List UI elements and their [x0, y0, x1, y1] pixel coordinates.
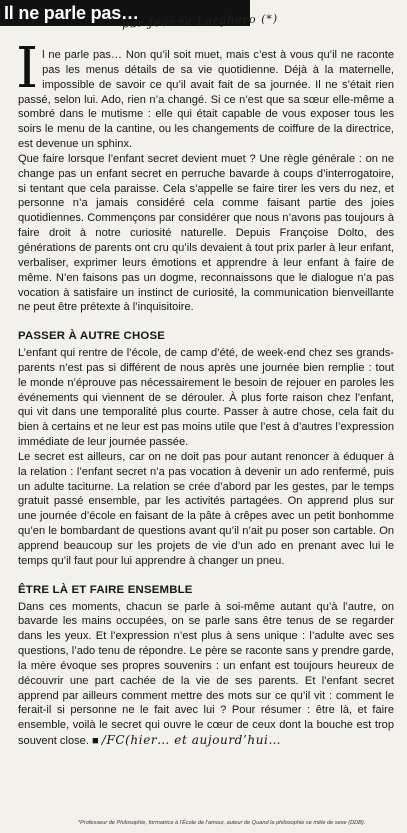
paragraph-2: Que faire lorsque l’enfant secret devient muet ? Une règle générale : on ne change pas un enfant secret en perruche bavarde à coups d’interrogatoire, si tentant que cela paraisse. Cela s’appelle se faire tirer les vers du nez, et personne n’a jamais considéré cela comme faisant partie des joies quotidiennes. Commençons par considérer que nous n’avons pas toujours à faire droit à notre curiosité naturelle. Depuis Françoise Dolto, des générations de parents ont cru qu’ils devaient à tout prix parler à leur enfant, verbaliser, exprimer leurs émotions et apprendre à leur enfant à faire de même. N’en faisons pas un dogme, reconnaissons que le dialogue n’a pas vocation à satisfaire un instinct de curiosité, la communication bienveillante ne peut être prétexte à l’inquisitoire.	[18, 152, 394, 314]
article-title: Il ne parle pas…	[4, 3, 139, 23]
handwritten-author: par Jeanne Larghero (*)	[121, 12, 279, 31]
drop-cap: I	[16, 36, 39, 101]
end-mark: ■	[88, 735, 102, 748]
handwritten-signature: /FC(hier… et aujourd’hui…	[101, 733, 282, 748]
article-body	[16, 36, 394, 749]
section-heading-2: ÊTRE LÀ ET FAIRE ENSEMBLE	[18, 583, 193, 596]
paragraph-1	[16, 36, 394, 152]
paragraph-1-text: l ne parle pas… Non qu’il soit muet, mais c’est à vous qu’il ne raconte pas les menus détails de sa vie quotidienne. Déjà à la maternelle, impossible de savoir ce qu’il avait fait de sa journée. Il ne s’était rien passé, selon lui. Ado, rien n’a changé. Si ce n’est que sa sœur elle-même a sombré dans le mutisme : elle qui était capable de vous exposer tous les soirs le menu de la cantine, ou les changements de coiffure de la directrice, est devenue un sphinx.	[18, 49, 394, 151]
paragraph-5-text: Dans ces moments, chacun se parle à soi-même autant qu’à l’autre, on bavarde les mains occupées, on se parle sans être tenus de se regarder dans les yeux. Et l’expression n’est plus à sens unique : l’adulte avec ses questions, l’ado tenu de répondre. Le père se raconte sans y prendre garde, la mère évoque ses propres souvenirs : un enfant est toujours heureux de découvrir une part cachée de la vie de ses parents. Et l’enfant secret apprend par ailleurs comment mettre des mots sur ce qu’il vit : comment le ferait-il si personne ne le fait avec lui ? Pour résumer : être là, et faire ensemble, voilà le secret qui ouvre le cœur de ceux dont la bouche est trop souvent close.	[18, 600, 394, 748]
paragraph-5	[18, 600, 394, 749]
paragraph-4: Le secret est ailleurs, car on ne doit pas pour autant renoncer à éduquer à la relation : l’enfant secret n’a pas vocation à devenir un ado renfermé, puis un adulte taciturne. La relation se crée d’abord par les gestes, par le temps gratuit passé ensemble, par les activités partagées. On apprend plus sur une journée d’école en faisant de la pâte à crêpes avec un petit bonhomme qu’en le bombardant de questions avant qu’il n’ait pu poser son cartable. On apprend beaucoup sur les projets de vie d’un ado en prenant avec lui le temps qu’il faut pour lui apprendre à changer un pneu.	[18, 450, 394, 567]
paragraph-3: L’enfant qui rentre de l’école, de camp d’été, de week-end chez ses grands-parents n’est pas si différent de nous après une journée bien remplie : tout le monde n’éprouve pas nécessairement le besoin de rejouer en paroles les événements qui viennent de se dérouler. À plus forte raison chez l’enfant, qui vit dans une temporalité plus courte. Passer à autre chose, cela fait du bien à certains et ne leur est pas moins utile que l’est à d’autres l’expression immédiate de leur journée passée.	[18, 347, 394, 449]
footnote: *Professeur de Philosophie, formatrice à l’École de l’amour, auteur de Quand la philosophie se mêle de sexe (DDB).	[78, 820, 366, 826]
section-heading-1: PASSER À AUTRE CHOSE	[18, 330, 166, 343]
